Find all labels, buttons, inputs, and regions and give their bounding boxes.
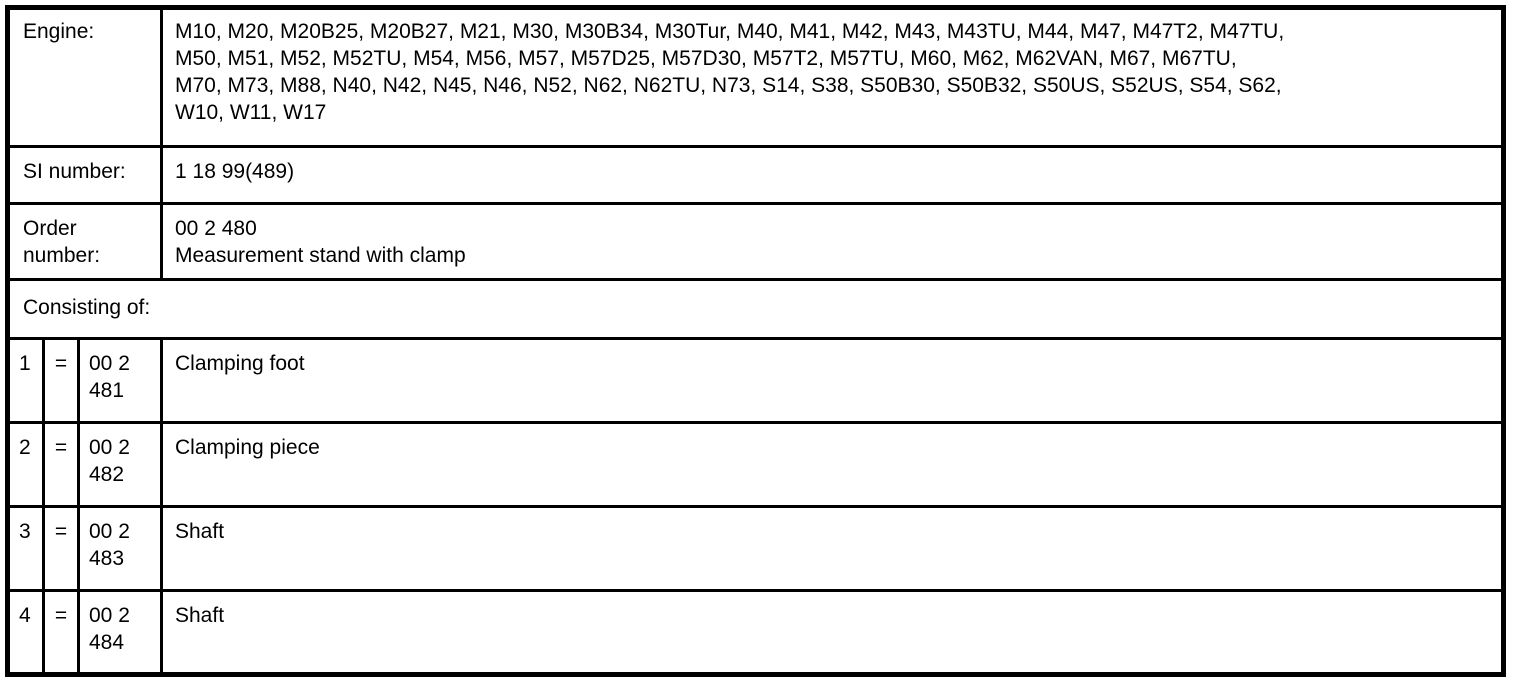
item-row-1	[8, 339, 1504, 423]
item-row-2	[8, 423, 1504, 507]
item-order-number: 00 2 484	[79, 591, 162, 675]
tool-spec-table	[5, 5, 1506, 677]
equals-sign: =	[44, 339, 79, 423]
item-order-number: 00 2 483	[79, 507, 162, 591]
engine-value-line-3: M70, M73, M88, N40, N42, N45, N46, N52, N62, N62TU, N73, S14, S38, S50B30, S50B32, S50US, S52US, S54, S62,	[175, 74, 1282, 97]
si-number-value: 1 18 99(489)	[162, 147, 1504, 204]
engine-value-line-1: M10, M20, M20B25, M20B27, M21, M30, M30B34, M30Tur, M40, M41, M42, M43, M43TU, M44, M47, M47T2, M47TU,	[175, 20, 1285, 43]
equals-sign: =	[44, 507, 79, 591]
item-description: Clamping piece	[162, 423, 1504, 507]
order-number-description: Measurement stand with clamp	[175, 244, 466, 267]
item-order-number: 00 2 481	[79, 339, 162, 423]
item-position: 1	[8, 339, 44, 423]
order-number-value	[162, 204, 1504, 280]
item-position: 4	[8, 591, 44, 675]
engine-value	[162, 8, 1504, 147]
item-row-3	[8, 507, 1504, 591]
order-number-label	[8, 204, 162, 280]
item-description: Clamping foot	[162, 339, 1504, 423]
equals-sign: =	[44, 591, 79, 675]
order-number-row	[8, 204, 1504, 280]
si-number-label: SI number:	[8, 147, 162, 204]
equals-sign: =	[44, 423, 79, 507]
engine-row	[8, 8, 1504, 147]
item-description: Shaft	[162, 591, 1504, 675]
order-number-label-text: Order number:	[23, 217, 101, 267]
engine-label: Engine:	[8, 8, 162, 147]
item-description: Shaft	[162, 507, 1504, 591]
order-number-code: 00 2 480	[175, 217, 257, 240]
consisting-of-row	[8, 280, 1504, 339]
item-position: 3	[8, 507, 44, 591]
item-row-4	[8, 591, 1504, 675]
engine-value-line-4: W10, W11, W17	[175, 101, 327, 124]
si-number-row	[8, 147, 1504, 204]
item-order-number: 00 2 482	[79, 423, 162, 507]
item-position: 2	[8, 423, 44, 507]
engine-value-line-2: M50, M51, M52, M52TU, M54, M56, M57, M57D25, M57D30, M57T2, M57TU, M60, M62, M62VAN, M67, M67TU,	[175, 47, 1237, 70]
consisting-of-label: Consisting of:	[8, 280, 1504, 339]
